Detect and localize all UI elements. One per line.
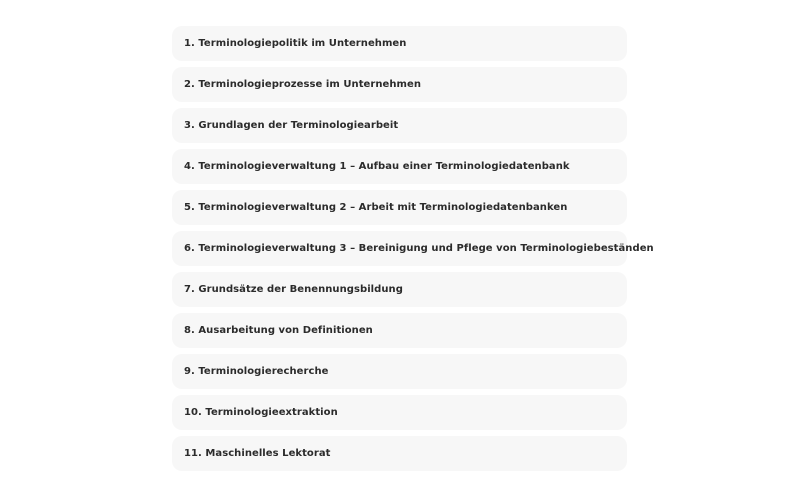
module-item-label: 8. Ausarbeitung von Definitionen	[184, 325, 373, 336]
module-item-label: 3. Grundlagen der Terminologiearbeit	[184, 120, 399, 131]
module-item-6[interactable]	[172, 231, 654, 266]
module-item-4[interactable]	[172, 149, 627, 184]
module-item-3[interactable]	[172, 108, 627, 143]
module-item-2[interactable]	[172, 67, 627, 102]
module-list	[172, 26, 654, 471]
module-item-label: 1. Terminologiepolitik im Unternehmen	[184, 38, 407, 49]
module-item-label: 6. Terminologieverwaltung 3 – Bereinigung und Pflege von Terminologiebeständen	[184, 243, 654, 254]
module-item-8[interactable]	[172, 313, 627, 348]
module-item-11[interactable]	[172, 436, 627, 471]
module-item-5[interactable]	[172, 190, 627, 225]
module-item-label: 7. Grundsätze der Benennungsbildung	[184, 284, 403, 295]
module-item-9[interactable]	[172, 354, 627, 389]
module-item-label: 9. Terminologierecherche	[184, 366, 329, 377]
module-item-label: 5. Terminologieverwaltung 2 – Arbeit mit Terminologiedatenbanken	[184, 202, 568, 213]
module-item-7[interactable]	[172, 272, 627, 307]
module-item-label: 11. Maschinelles Lektorat	[184, 448, 331, 459]
module-item-10[interactable]	[172, 395, 627, 430]
module-item-label: 10. Terminologieextraktion	[184, 407, 338, 418]
module-item-label: 4. Terminologieverwaltung 1 – Aufbau einer Terminologiedatenbank	[184, 161, 570, 172]
module-item-label: 2. Terminologieprozesse im Unternehmen	[184, 79, 421, 90]
module-item-1[interactable]	[172, 26, 627, 61]
